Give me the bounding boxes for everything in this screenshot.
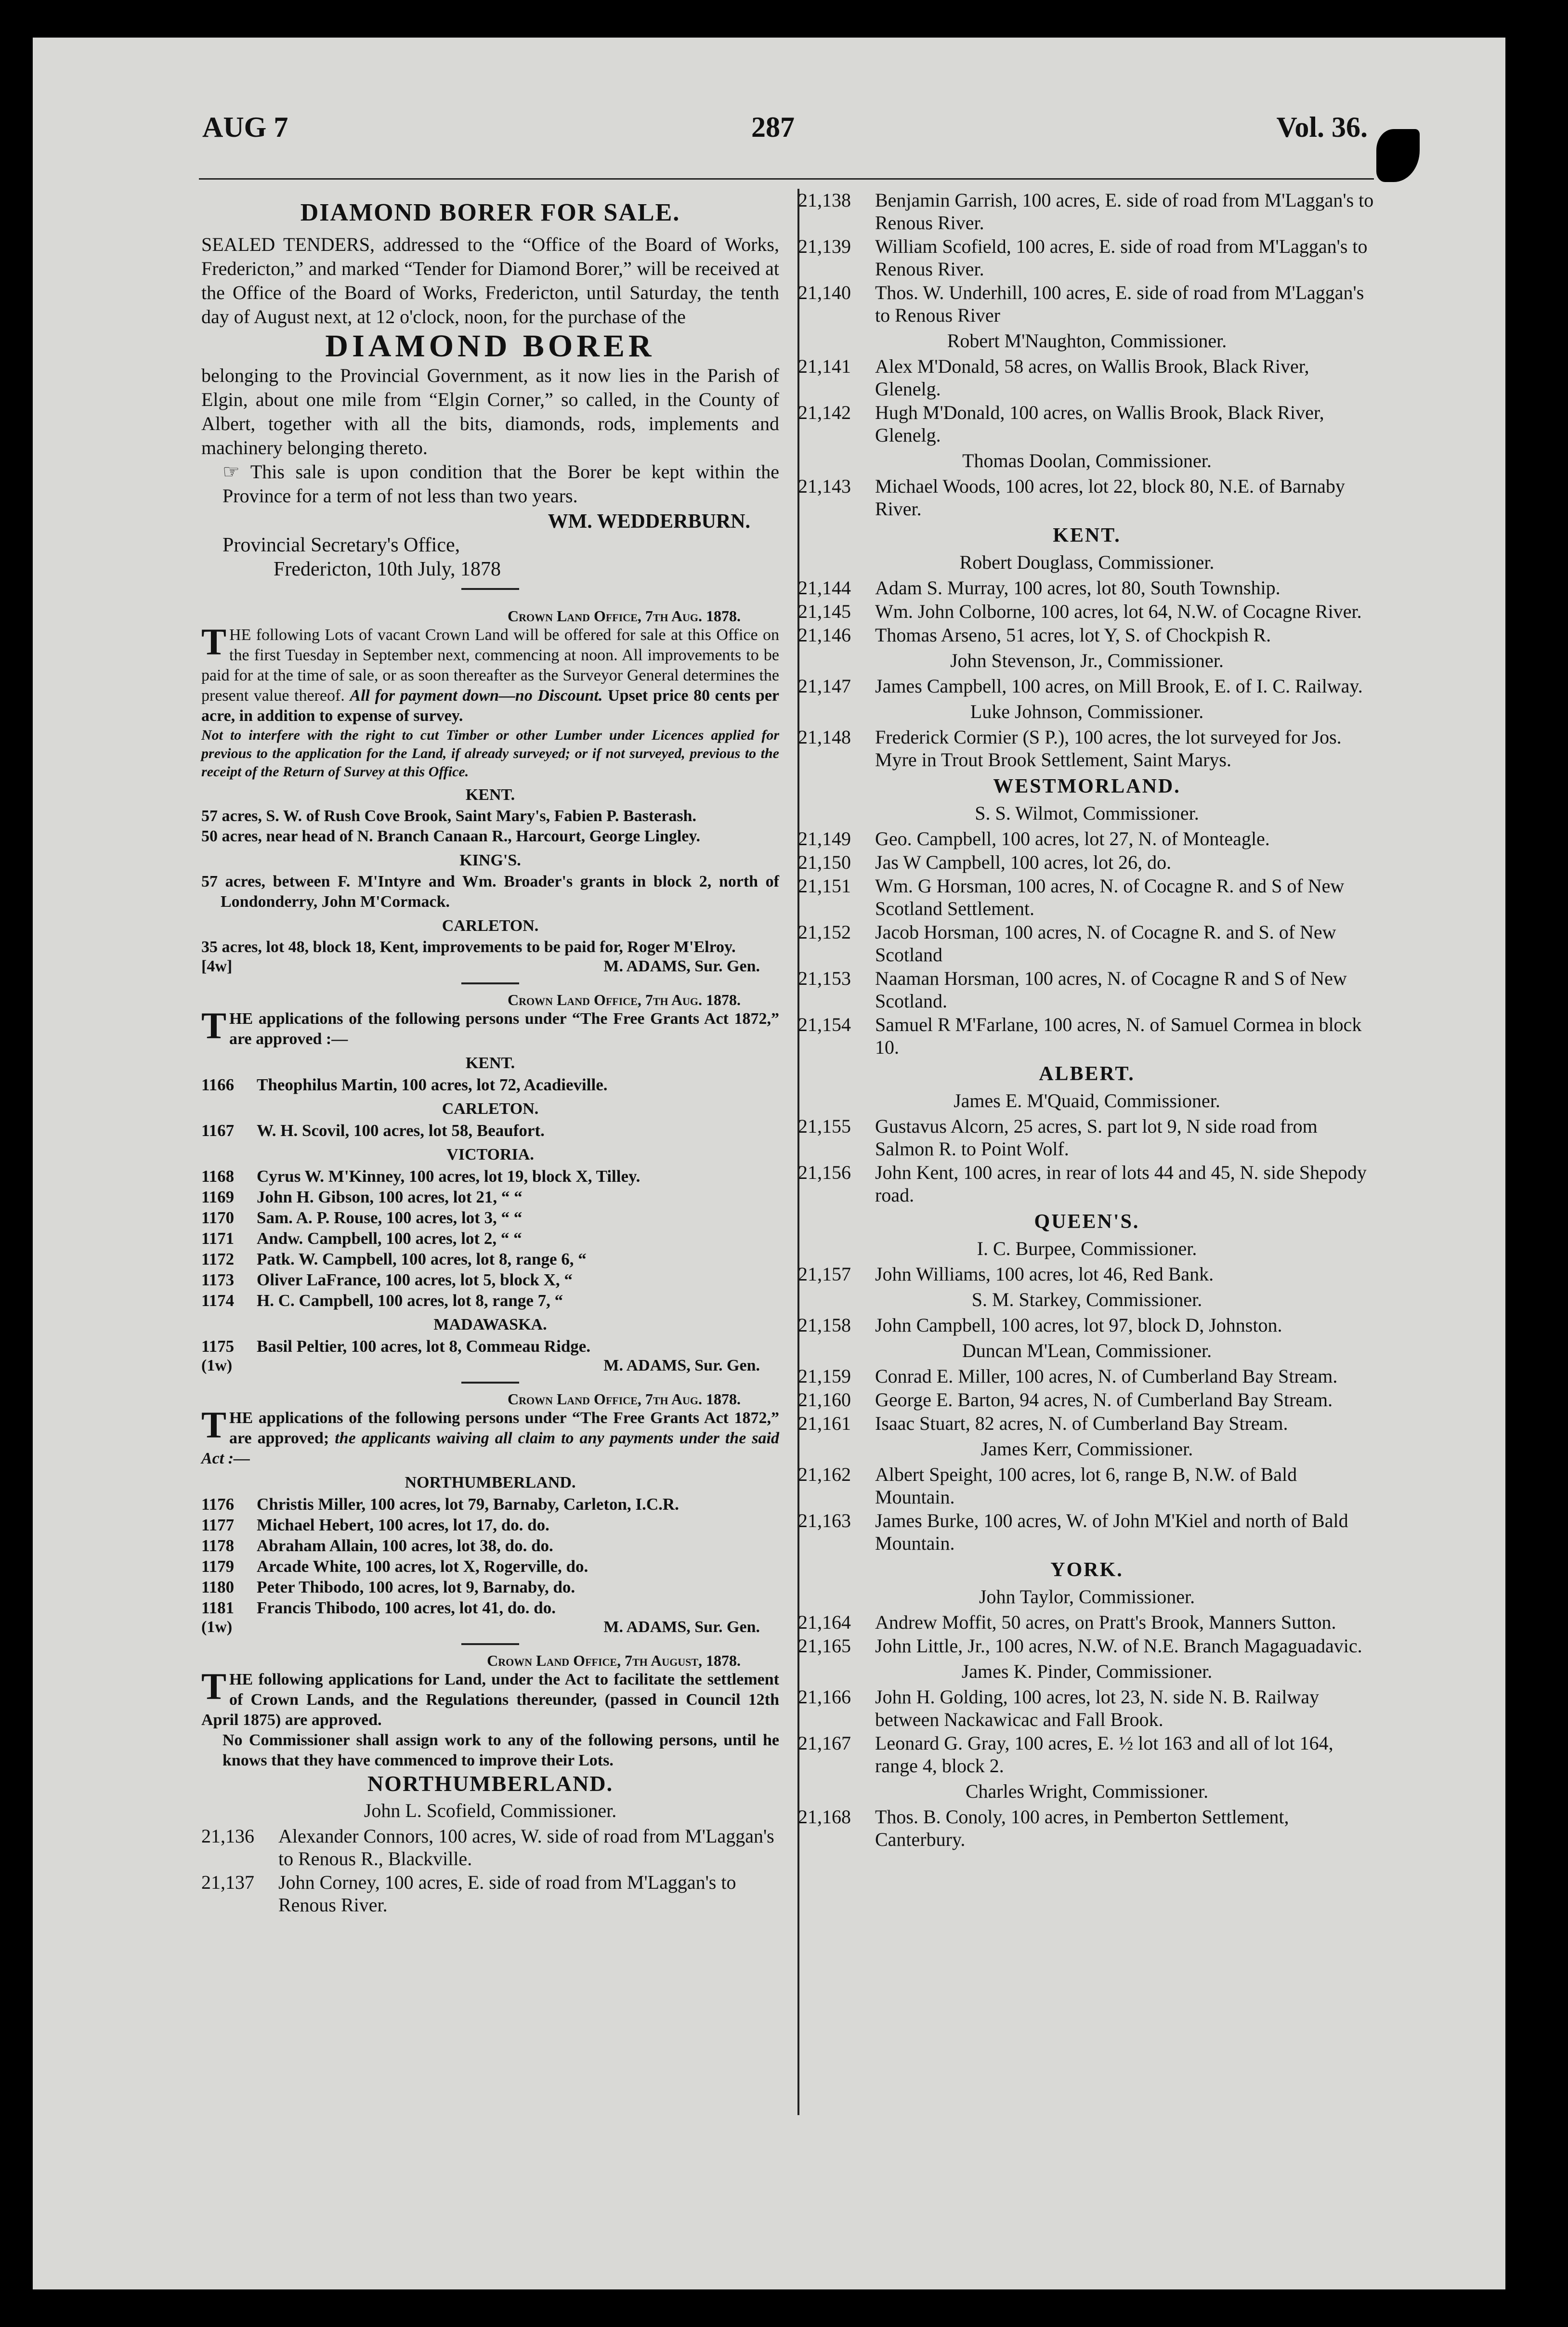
- drop-cap: T: [201, 1404, 227, 1446]
- application-text: John H. Golding, 100 acres, lot 23, N. side N. B. Railway between Nackawicac and Fall Brook.: [875, 1686, 1320, 1730]
- surveyor-signature: M. ADAMS, Sur. Gen.: [603, 957, 760, 975]
- application-number: 21,167: [798, 1732, 851, 1754]
- grant-number: 1167: [201, 1121, 235, 1140]
- separator: [461, 1382, 519, 1384]
- application-item: [798, 355, 1376, 400]
- application-text: Conrad E. Miller, 100 acres, N. of Cumberland Bay Stream.: [875, 1365, 1338, 1387]
- application-number: 21,138: [798, 189, 851, 211]
- ad-office: Provincial Secretary's Office,: [222, 534, 460, 556]
- grant-item: [201, 1074, 779, 1095]
- commissioner: James E. M'Quaid, Commissioner.: [954, 1090, 1220, 1111]
- grant-number: 1178: [201, 1536, 235, 1555]
- application-number: 21,160: [798, 1389, 851, 1411]
- application-item: [798, 401, 1376, 446]
- application-item: [798, 921, 1376, 966]
- county-heading: KENT.: [465, 1054, 515, 1072]
- application-number: 21,161: [798, 1412, 851, 1434]
- grant-item: [201, 1207, 779, 1228]
- grant-text: Sam. A. P. Rouse, 100 acres, lot 3, “ “: [257, 1208, 523, 1227]
- insertion-mark: [4w]: [201, 957, 233, 975]
- grant-text: Abraham Allain, 100 acres, lot 38, do. do.: [257, 1536, 553, 1555]
- application-item: [798, 1412, 1376, 1435]
- grant-text: Francis Thibodo, 100 acres, lot 41, do. do.: [257, 1598, 556, 1617]
- commissioner: Robert Douglass, Commissioner.: [959, 551, 1215, 573]
- application-number: 21,151: [798, 875, 851, 897]
- application-text: Hugh M'Donald, 100 acres, on Wallis Brook, Black River, Glenelg.: [875, 402, 1324, 446]
- grant-item: [201, 1166, 779, 1187]
- grant-text: Arcade White, 100 acres, lot X, Rogerville, do.: [257, 1557, 588, 1576]
- grant-text: H. C. Campbell, 100 acres, lot 8, range 7, “: [257, 1291, 563, 1310]
- lot-item: 35 acres, lot 48, block 18, Kent, improvements to be paid for, Roger M'Elroy.: [201, 938, 736, 956]
- application-text: John Campbell, 100 acres, lot 97, block D, Johnston.: [875, 1314, 1282, 1336]
- header-page-number: 287: [751, 111, 795, 143]
- application-text: Andrew Moffit, 50 acres, on Pratt's Brook, Manners Sutton.: [875, 1611, 1336, 1633]
- application-item: [798, 1463, 1376, 1508]
- grant-item: [201, 1228, 779, 1249]
- lot-item: 57 acres, between F. M'Intyre and Wm. Broader's grants in block 2, north of Londonderry, John M'Cormack.: [201, 873, 779, 911]
- application-text: Samuel R M'Farlane, 100 acres, N. of Samuel Cormea in block 10.: [875, 1014, 1362, 1058]
- header-volume: Vol. 36.: [1276, 111, 1368, 143]
- application-text: Wm. G Horsman, 100 acres, N. of Cocagne R. and S of New Scotland Settlement.: [875, 875, 1345, 919]
- grant-text: W. H. Scovil, 100 acres, lot 58, Beaufort.: [257, 1121, 545, 1140]
- notice-dateline: Crown Land Office, 7th Aug. 1878.: [507, 607, 741, 625]
- grant-text: Patk. W. Campbell, 100 acres, lot 8, range 6, “: [257, 1250, 587, 1268]
- application-text: Jacob Horsman, 100 acres, N. of Cocagne R. and S. of New Scotland: [875, 921, 1336, 966]
- application-item: [798, 875, 1376, 920]
- application-text: Albert Speight, 100 acres, lot 6, range B, N.W. of Bald Mountain.: [875, 1464, 1297, 1508]
- application-item: [798, 1686, 1376, 1731]
- commissioner: Robert M'Naughton, Commissioner.: [947, 330, 1227, 352]
- application-item: [798, 1314, 1376, 1336]
- application-item: [798, 851, 1376, 874]
- commissioner: John Stevenson, Jr., Commissioner.: [950, 650, 1224, 671]
- application-item: [798, 600, 1376, 623]
- application-text: John Little, Jr., 100 acres, N.W. of N.E. Branch Magaguadavic.: [875, 1635, 1362, 1657]
- notice-dateline: Crown Land Office, 7th Aug. 1878.: [507, 991, 741, 1008]
- application-number: 21,166: [798, 1686, 851, 1708]
- grant-number: 1181: [201, 1598, 235, 1617]
- application-item: [201, 1825, 779, 1870]
- application-number: 21,143: [798, 475, 851, 497]
- commissioner: S. S. Wilmot, Commissioner.: [975, 802, 1199, 824]
- application-number: 21,146: [798, 624, 851, 646]
- left-column: [201, 189, 779, 1917]
- county-heading: NORTHUMBERLAND.: [367, 1771, 614, 1796]
- application-item: [798, 1732, 1376, 1777]
- ad-paragraph-1: SEALED TENDERS, addressed to the “Office of the Board of Works, Fredericton,” and marked “Tender for Diamond Borer,” will be received at the Office of the Board of Works, Fredericton, until Saturday, the tenth day of August next, at 12 o'clock, noon, for the purchase of the: [201, 234, 779, 327]
- grant-item: [201, 1336, 779, 1357]
- commissioner: James K. Pinder, Commissioner.: [961, 1660, 1213, 1682]
- county-heading: CARLETON.: [442, 1100, 539, 1118]
- application-item: [798, 281, 1376, 327]
- grant-item: [201, 1120, 779, 1141]
- county-heading: NORTHUMBERLAND.: [405, 1474, 576, 1491]
- grant-item: [201, 1515, 779, 1535]
- application-item: [798, 1634, 1376, 1657]
- diamond-borer-ad: [201, 198, 779, 590]
- application-number: 21,147: [798, 675, 851, 697]
- notice-text: THE applications of the following persons under “The Free Grants Act 1872,” are approved :—: [201, 1005, 779, 1048]
- grant-number: 1176: [201, 1495, 235, 1514]
- notice-footer: [201, 1357, 779, 1375]
- commissioner: James Kerr, Commissioner.: [980, 1438, 1193, 1460]
- separator: [461, 1643, 519, 1645]
- notice-1-groups: [201, 786, 779, 957]
- county-heading: KENT.: [1053, 524, 1121, 547]
- notice-dateline: Crown Land Office, 7th Aug. 1878.: [507, 1390, 741, 1408]
- commissioner: S. M. Starkey, Commissioner.: [971, 1289, 1202, 1310]
- notice-2: [201, 991, 779, 1384]
- application-text: Alexander Connors, 100 acres, W. side of road from M'Laggan's to Renous R., Blackville.: [278, 1825, 774, 1869]
- grant-item: [201, 1290, 779, 1311]
- application-item: [798, 235, 1376, 280]
- application-item: [201, 1871, 779, 1916]
- application-text: Isaac Stuart, 82 acres, N. of Cumberland Bay Stream.: [875, 1412, 1288, 1434]
- application-number: 21,137: [201, 1871, 254, 1893]
- application-text: John Williams, 100 acres, lot 46, Red Bank.: [875, 1263, 1214, 1285]
- grant-number: 1171: [201, 1229, 235, 1248]
- application-text: Naaman Horsman, 100 acres, N. of Cocagne R and S of New Scotland.: [875, 967, 1347, 1012]
- drop-cap: T: [201, 1005, 227, 1046]
- grant-item: [201, 1556, 779, 1577]
- grant-number: 1166: [201, 1075, 235, 1094]
- commissioner: John Taylor, Commissioner.: [979, 1586, 1195, 1608]
- grant-text: Basil Peltier, 100 acres, lot 8, Commeau Ridge.: [257, 1337, 591, 1356]
- ad-title: DIAMOND BORER FOR SALE.: [300, 199, 680, 226]
- grant-number: 1173: [201, 1270, 235, 1289]
- application-text: Benjamin Garrish, 100 acres, E. side of road from M'Laggan's to Renous River.: [875, 189, 1374, 234]
- grant-text: Andw. Campbell, 100 acres, lot 2, “ “: [257, 1229, 522, 1248]
- application-number: 21,154: [798, 1014, 851, 1035]
- application-item: [798, 967, 1376, 1012]
- application-number: 21,163: [798, 1510, 851, 1531]
- application-text: Gustavus Alcorn, 25 acres, S. part lot 9, N side road from Salmon R. to Point Wolf.: [875, 1115, 1318, 1160]
- grant-number: 1169: [201, 1188, 235, 1206]
- application-text: William Scofield, 100 acres, E. side of road from M'Laggan's to Renous River.: [875, 235, 1368, 280]
- application-item: [798, 1509, 1376, 1555]
- application-text: Michael Woods, 100 acres, lot 22, block 80, N.E. of Barnaby River.: [875, 475, 1345, 520]
- notice-text: THE following Lots of vacant Crown Land will be offered for sale at this Office on the first Tuesday in September next, commencing at noon. All improvements to be paid for at the time of sale, or as soon thereafter as the Surveyor General determines the present value thereof. All for payment down—no Discount. Upset price 80 cents per acre, in addition to expense of survey.: [201, 621, 780, 725]
- application-text: Thos. B. Conoly, 100 acres, in Pemberton Settlement, Canterbury.: [875, 1806, 1289, 1850]
- application-item: [798, 189, 1376, 234]
- county-heading: ALBERT.: [1039, 1063, 1135, 1085]
- application-item: [798, 624, 1376, 646]
- application-text: Alex M'Donald, 58 acres, on Wallis Brook, Black River, Glenelg.: [875, 355, 1309, 400]
- notice-text: THE following applications for Land, under the Act to facilitate the settlement of Crown Lands, and the Regulations thereunder, (passed in Council 12th April 1875) are approved.: [201, 1665, 779, 1729]
- application-text: John Corney, 100 acres, E. side of road from M'Laggan's to Renous River.: [278, 1871, 736, 1916]
- grant-number: 1175: [201, 1337, 235, 1356]
- grant-item: [201, 1577, 779, 1597]
- county-heading: YORK.: [1050, 1559, 1124, 1581]
- ad-big-heading: DIAMOND BORER: [325, 328, 655, 364]
- application-text: John Kent, 100 acres, in rear of lots 44 and 45, N. side Shepody road.: [875, 1162, 1367, 1206]
- application-number: 21,168: [798, 1806, 851, 1828]
- grant-item: [201, 1249, 779, 1269]
- separator: [461, 982, 519, 984]
- application-text: James Campbell, 100 acres, on Mill Brook, E. of I. C. Railway.: [875, 675, 1363, 697]
- grant-number: 1180: [201, 1578, 235, 1596]
- page-header: [202, 111, 1368, 164]
- application-item: [798, 1013, 1376, 1059]
- application-number: 21,162: [798, 1464, 851, 1485]
- grant-item: [201, 1269, 779, 1290]
- application-text: Geo. Campbell, 100 acres, lot 27, N. of Monteagle.: [875, 828, 1270, 850]
- header-date: AUG 7: [202, 111, 288, 143]
- grant-number: 1174: [201, 1291, 235, 1310]
- grant-number: 1172: [201, 1250, 235, 1268]
- commissioner: Luke Johnson, Commissioner.: [970, 701, 1204, 722]
- notice-1: [201, 607, 779, 984]
- application-text: James Burke, 100 acres, W. of John M'Kiel and north of Bald Mountain.: [875, 1510, 1348, 1554]
- application-item: [798, 1263, 1376, 1285]
- application-text: George E. Barton, 94 acres, N. of Cumberland Bay Stream.: [875, 1389, 1333, 1411]
- application-number: 21,165: [798, 1635, 851, 1657]
- header-rule: [199, 178, 1374, 180]
- application-number: 21,157: [798, 1263, 851, 1285]
- county-heading: CARLETON.: [442, 917, 539, 935]
- application-number: 21,148: [798, 726, 851, 748]
- application-number: 21,158: [798, 1314, 851, 1336]
- application-item: [798, 1161, 1376, 1206]
- commissioner: Thomas Doolan, Commissioner.: [962, 450, 1212, 471]
- application-item: [798, 475, 1376, 520]
- application-text: Thos. W. Underhill, 100 acres, E. side of road from M'Laggan's to Renous River: [875, 282, 1364, 326]
- application-item: [798, 576, 1376, 599]
- grant-number: 1170: [201, 1208, 235, 1227]
- application-number: 21,159: [798, 1365, 851, 1387]
- right-column: [798, 189, 1376, 1852]
- insertion-mark: (1w): [201, 1618, 233, 1636]
- notice-footer: [201, 957, 779, 976]
- insertion-mark: (1w): [201, 1357, 233, 1374]
- ad-paragraph-2: belonging to the Provincial Government, as it now lies in the Parish of Elgin, about one mile from “Elgin Corner,” so called, in the County of Albert, together with all the bits, diamonds, rods, implements and machinery belonging thereto.: [201, 365, 779, 458]
- grant-text: Oliver LaFrance, 100 acres, lot 5, block X, “: [257, 1270, 573, 1289]
- application-item: [798, 726, 1376, 771]
- lot-item: 50 acres, near head of N. Branch Canaan R., Harcourt, George Lingley.: [201, 827, 701, 845]
- grant-text: Peter Thibodo, 100 acres, lot 9, Barnaby, do.: [257, 1578, 575, 1596]
- application-item: [798, 1115, 1376, 1160]
- surveyor-signature: M. ADAMS, Sur. Gen.: [603, 1618, 760, 1636]
- application-number: 21,153: [798, 967, 851, 989]
- application-number: 21,140: [798, 282, 851, 303]
- notice-3-items: [201, 1494, 779, 1618]
- commissioner: I. C. Burpee, Commissioner.: [977, 1238, 1197, 1259]
- commissioner: John L. Scofield, Commissioner.: [364, 1800, 617, 1821]
- grant-item: [201, 1494, 779, 1515]
- application-item: [798, 1611, 1376, 1634]
- county-heading: MADAWASKA.: [433, 1316, 547, 1333]
- county-heading: QUEEN'S.: [1034, 1211, 1140, 1233]
- application-item: [798, 1805, 1376, 1851]
- application-text: Leonard G. Gray, 100 acres, E. ½ lot 163 and all of lot 164, range 4, block 2.: [875, 1732, 1333, 1777]
- application-number: 21,156: [798, 1162, 851, 1183]
- notice-italic-note: Not to interfere with the right to cut Timber or other Lumber under Licences applied for previous to the application for the Land, if already surveyed; or if not surveyed, previous to the receipt of the Return of Survey at this Office.: [201, 727, 779, 780]
- grant-text: Theophilus Martin, 100 acres, lot 72, Acadieville.: [257, 1075, 608, 1094]
- application-text: Wm. John Colborne, 100 acres, lot 64, N.W. of Cocagne River.: [875, 601, 1362, 622]
- drop-cap: T: [201, 621, 227, 663]
- application-text: Frederick Cormier (S P.), 100 acres, the lot surveyed for Jos. Myre in Trout Brook Settlement, Saint Marys.: [875, 726, 1342, 771]
- application-item: [798, 1365, 1376, 1387]
- notice-4: [201, 1652, 779, 1916]
- application-number: 21,150: [798, 851, 851, 873]
- ad-date: Fredericton, 10th July, 1878: [274, 558, 501, 580]
- application-number: 21,142: [798, 402, 851, 423]
- notice-text: THE applications of the following persons under “The Free Grants Act 1872,” are approved; the applicants waiving all claim to any payments under the said Act :—: [201, 1404, 780, 1467]
- grant-text: Cyrus W. M'Kinney, 100 acres, lot 19, block X, Tilley.: [257, 1167, 640, 1186]
- county-heading: VICTORIA.: [446, 1146, 534, 1164]
- county-heading: WESTMORLAND.: [993, 775, 1181, 797]
- application-number: 21,164: [798, 1611, 851, 1633]
- notice-2-groups: [201, 1054, 779, 1357]
- grant-item: [201, 1535, 779, 1556]
- application-number: 21,139: [798, 235, 851, 257]
- grant-number: 1179: [201, 1557, 235, 1576]
- ad-note: ☞ This sale is upon condition that the Borer be kept within the Province for a term of not less than two years.: [222, 461, 779, 507]
- application-item: [798, 675, 1376, 697]
- drop-cap: T: [201, 1665, 227, 1707]
- notice-dateline: Crown Land Office, 7th August, 1878.: [487, 1652, 741, 1669]
- grant-text: John H. Gibson, 100 acres, lot 21, “ “: [257, 1188, 523, 1206]
- application-item: [798, 1388, 1376, 1411]
- notice-footer: [201, 1618, 779, 1636]
- application-text: Adam S. Murray, 100 acres, lot 80, South Township.: [875, 577, 1281, 599]
- application-number: 21,152: [798, 921, 851, 943]
- application-number: 21,136: [201, 1825, 254, 1847]
- county-heading: KENT.: [465, 786, 515, 804]
- application-number: 21,141: [798, 355, 851, 377]
- application-number: 21,149: [798, 828, 851, 850]
- ad-signer: WM. WEDDERBURN.: [548, 510, 750, 533]
- grant-text: Michael Hebert, 100 acres, lot 17, do. do.: [257, 1516, 549, 1534]
- application-text: Thomas Arseno, 51 acres, lot Y, S. of Chockpish R.: [875, 624, 1271, 646]
- grant-number: 1168: [201, 1167, 235, 1186]
- surveyor-signature: M. ADAMS, Sur. Gen.: [603, 1357, 760, 1374]
- application-number: 21,145: [798, 601, 851, 622]
- commissioner: Duncan M'Lean, Commissioner.: [962, 1340, 1212, 1361]
- notice-3: [201, 1390, 779, 1645]
- grant-text: Christis Miller, 100 acres, lot 79, Barnaby, Carleton, I.C.R.: [257, 1495, 679, 1514]
- separator: [461, 588, 519, 590]
- county-heading: KING'S.: [459, 851, 521, 869]
- notice-text-2: No Commissioner shall assign work to any of the following persons, until he knows that they have commenced to improve their Lots.: [222, 1731, 779, 1769]
- notice-4-items: [201, 1825, 779, 1916]
- grant-number: 1177: [201, 1516, 235, 1534]
- application-number: 21,155: [798, 1115, 851, 1137]
- grant-item: [201, 1187, 779, 1207]
- lot-item: 57 acres, S. W. of Rush Cove Brook, Saint Mary's, Fabien P. Basterash.: [201, 807, 696, 825]
- application-number: 21,144: [798, 577, 851, 599]
- application-item: [798, 827, 1376, 850]
- application-text: Jas W Campbell, 100 acres, lot 26, do.: [875, 851, 1172, 873]
- commissioner: Charles Wright, Commissioner.: [965, 1780, 1209, 1802]
- grant-item: [201, 1597, 779, 1618]
